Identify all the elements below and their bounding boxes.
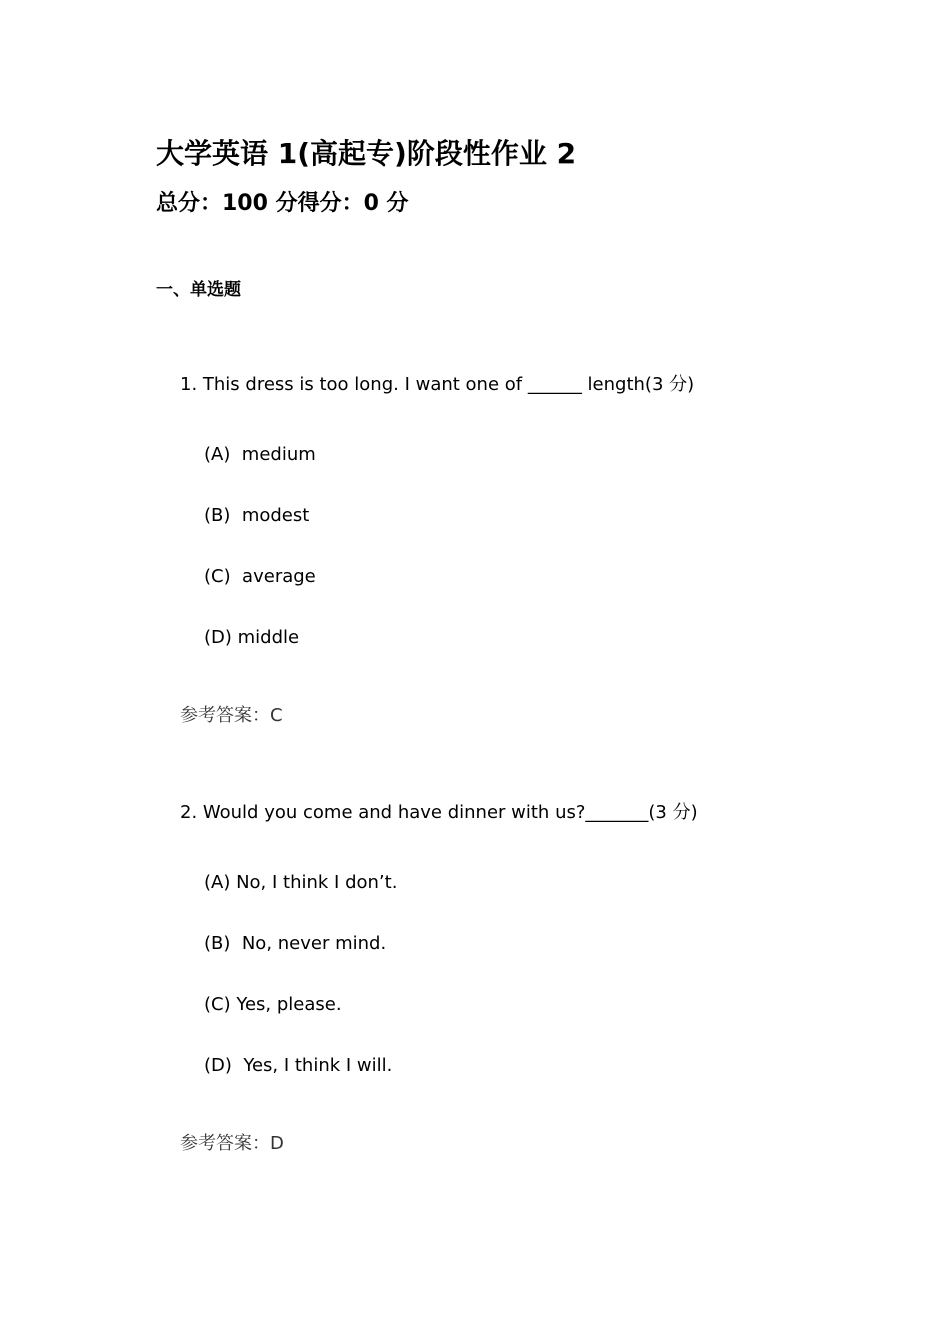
question-1-option-b: (B) modest — [204, 505, 310, 526]
question-2-option-c: (C) Yes, please. — [204, 994, 342, 1015]
question-2-option-d: (D) Yes, I think I will. — [204, 1055, 393, 1076]
question-1-option-c: (C) average — [204, 566, 316, 587]
document-title: 大学英语 1(高起专)阶段性作业 2 — [156, 137, 577, 170]
question-2-answer: 参考答案：D — [180, 1133, 284, 1154]
score-line: 总分：100 分得分：0 分 — [156, 191, 409, 216]
question-2-option-b: (B) No, never mind. — [204, 933, 387, 954]
question-1-stem: 1. This dress is too long. I want one of ______ length(3 分) — [180, 374, 695, 395]
question-2-option-a: (A) No, I think I don’t. — [204, 872, 398, 893]
question-1-answer: 参考答案：C — [180, 705, 283, 726]
question-1-option-a: (A) medium — [204, 444, 316, 465]
question-1-option-d: (D) middle — [204, 627, 300, 648]
section-heading: 一、单选题 — [156, 280, 241, 300]
question-2-stem: 2. Would you come and have dinner with us?_______(3 分) — [180, 802, 698, 823]
